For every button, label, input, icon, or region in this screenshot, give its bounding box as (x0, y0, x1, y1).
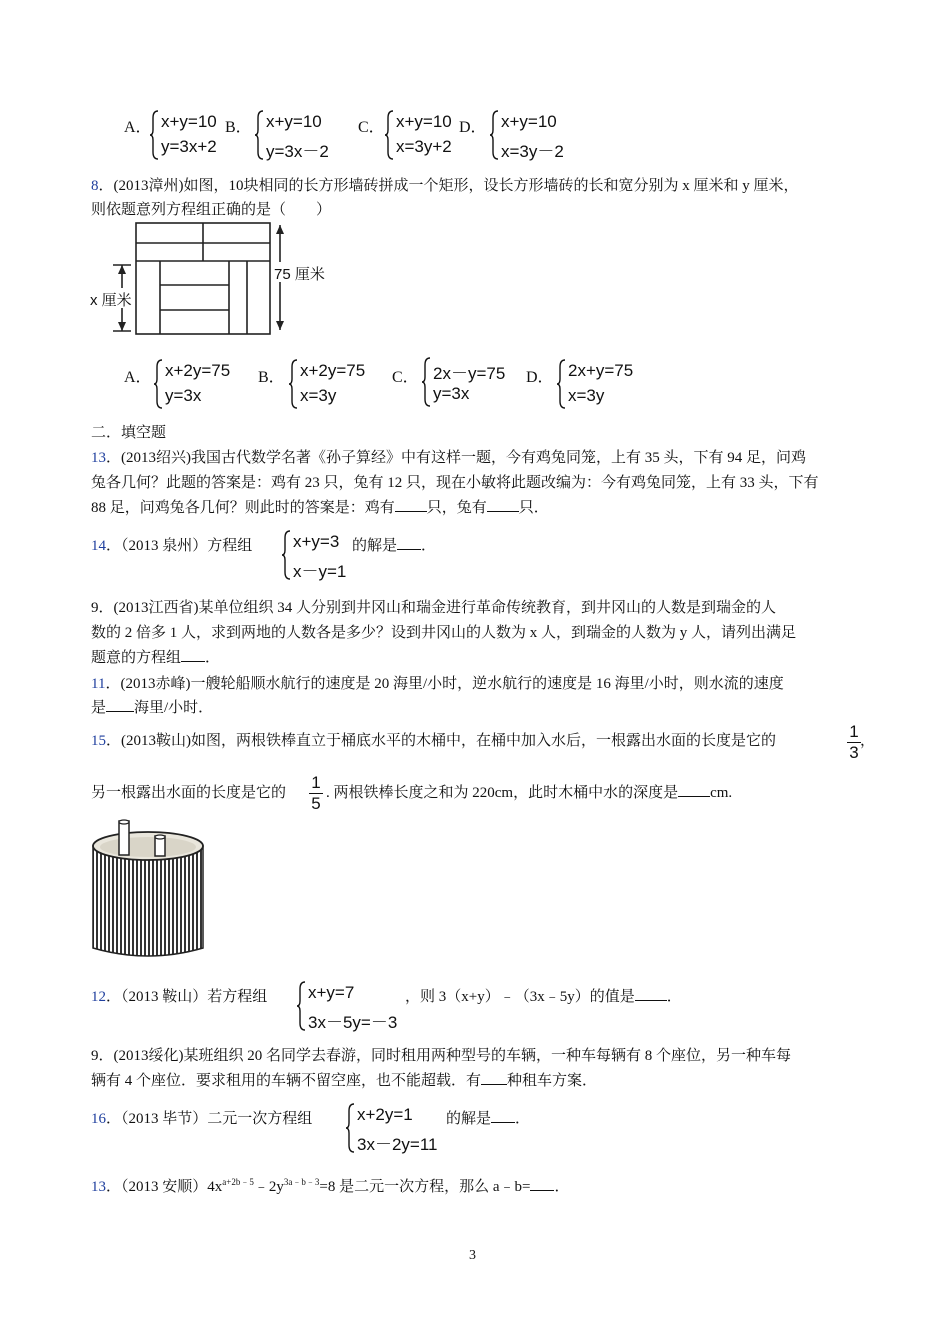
equation-1: x+y=10 (161, 112, 217, 131)
q13a-line-1 (91, 446, 806, 470)
q13b-text-end: ． (554, 1179, 570, 1195)
q14-text-post: 的解是 (352, 538, 398, 554)
brace-icon (421, 357, 431, 407)
q13b-text-pre: ．（2013 安顺）4x (106, 1179, 223, 1195)
q16-line (91, 1107, 312, 1131)
question-number: 13 (91, 450, 106, 466)
q15-text-1: ．(2013鞍山)如图，两根铁棒直立于桶底水平的木桶中，在桶中加入水后，一根露出水面的长度是它的 (106, 733, 776, 749)
q15-line-2b (326, 781, 732, 805)
q14-line-post (352, 534, 436, 558)
q9b-text-2a: 辆有 4 个座位．要求租用的车辆不留空座，也不能超载．有 (91, 1073, 482, 1089)
answer-blank[interactable] (106, 697, 134, 712)
q9a-line-3 (91, 646, 220, 670)
q11-text-2b: 海里/小时． (134, 700, 214, 716)
exponent-1: a+2b﹣5 (222, 1177, 254, 1187)
question-number: 9 (91, 600, 99, 616)
q12-text-end: ． (666, 989, 682, 1005)
q15-line-2a: 另一根露出水面的长度是它的 (91, 785, 287, 801)
equation-2: x=3y+2 (396, 137, 452, 156)
q7-option-b-label: B． (225, 119, 252, 136)
fraction-one-third (847, 723, 861, 762)
wooden-bucket-figure (88, 818, 210, 960)
q9a-text-3b: ． (205, 650, 221, 666)
q9a-line-1 (91, 596, 776, 620)
brace-icon (288, 359, 298, 409)
q14-text-end: ． (421, 538, 437, 554)
q13b-line (91, 1170, 569, 1199)
fraction-numerator: 1 (311, 773, 321, 792)
fraction-one-fifth (309, 774, 323, 813)
q8-line-2: 则依题意列方程组正确的是（ ） (91, 202, 332, 218)
q13a-text-3a: 88 足，问鸡兔各几何？则此时的答案是：鸡有 (91, 500, 395, 516)
q12-line-post (405, 985, 682, 1009)
q8-option-d-label: D． (526, 369, 554, 386)
figure-width-label: x 厘米 (90, 292, 132, 309)
brace-icon (345, 1103, 355, 1153)
q9b-line-1 (91, 1044, 791, 1068)
q9a-line-2: 数的 2 倍多 1 人，求到两地的人数各是多少？设到井冈山的人数为 x 人，到瑞金的人数为 y 人，请列出满足 (91, 625, 797, 641)
equation-1: 2x－y=75 (433, 364, 506, 383)
equation-1: x+2y=75 (300, 361, 366, 380)
q7-option-a-label: A． (124, 119, 152, 136)
q16-text-end: ． (515, 1111, 531, 1127)
equation-1: x+2y=75 (165, 361, 231, 380)
brace-icon (296, 981, 306, 1031)
brace-icon (489, 110, 499, 160)
brace-icon (556, 359, 566, 409)
answer-blank[interactable] (635, 986, 667, 1001)
question-number: 13 (91, 1179, 106, 1195)
q16-text-pre: ．（2013 毕节）二元一次方程组 (106, 1111, 313, 1127)
q9b-text-1: ．(2013绥化)某班组织 20 名同学去春游，同时租用两种型号的车辆，一种车每辆有 8 个座位，另一种车每 (98, 1048, 791, 1064)
q13a-text-3c: 只． (518, 500, 549, 516)
answer-blank[interactable] (491, 1108, 515, 1123)
q15-line-1 (91, 729, 776, 753)
question-number: 12 (91, 989, 106, 1005)
brace-icon (384, 110, 394, 160)
q11-line-1 (91, 672, 784, 696)
question-number: 11 (91, 676, 106, 692)
q9b-text-2b: 种租车方案． (507, 1073, 598, 1089)
equation-2: y=3x (165, 386, 202, 405)
q9a-text-1: ．(2013江西省)某单位组织 34 人分别到井冈山和瑞金进行革命传统教育，到井冈山的人数是到瑞金的人 (98, 600, 776, 616)
brace-icon (254, 110, 264, 160)
answer-blank[interactable] (397, 535, 421, 550)
q13b-text-mid: ﹣2y (253, 1179, 284, 1195)
q8-option-c-label: C． (392, 369, 419, 386)
equation-1: 2x+y=75 (568, 361, 634, 380)
answer-blank[interactable] (395, 497, 427, 512)
question-number: 9 (91, 1048, 99, 1064)
equation-2: y=3x－2 (266, 142, 329, 161)
equation-2: x－y=1 (293, 562, 347, 581)
question-number: 14 (91, 538, 106, 554)
equation-1: x+y=10 (266, 112, 322, 131)
question-number: 15 (91, 733, 106, 749)
q8-option-b-label: B． (258, 369, 285, 386)
equation-1: x+2y=1 (357, 1105, 413, 1124)
section-heading: 二．填空题 (91, 425, 167, 441)
q13a-line-3 (91, 496, 549, 520)
q12-line (91, 985, 267, 1009)
q15-text-2c: cm. (710, 785, 733, 801)
equation-2: 3x－2y=11 (357, 1135, 438, 1154)
q9a-text-3a: 题意的方程组 (91, 650, 182, 666)
equation-1: x+y=3 (293, 532, 340, 551)
equation-1: x+y=10 (396, 112, 452, 131)
q15-comma: ， (860, 733, 876, 749)
figure-height-label: 75 厘米 (274, 266, 325, 283)
q13a-line-2: 兔各几何？此题的答案是：鸡有 23 只，兔有 12 只，现在小敏将此题改编为：今有鸡兔同笼，上有 33 头，下有 (91, 475, 819, 491)
q11-text-2a: 是 (91, 700, 107, 716)
equation-2: 3x－5y=－3 (308, 1013, 398, 1032)
brace-icon (281, 530, 291, 580)
q13a-text-3b: 只，兔有 (426, 500, 487, 516)
q16-line-post (446, 1107, 530, 1131)
fraction-denominator: 3 (849, 743, 859, 762)
q8-line-1 (91, 174, 799, 198)
q15-text-2b: . 两根铁棒长度之和为 220cm，此时木桶中水的深度是 (326, 785, 679, 801)
q9b-line-2 (91, 1069, 597, 1093)
answer-blank[interactable] (530, 1176, 554, 1191)
q16-text-post: 的解是 (446, 1111, 492, 1127)
equation-2: x=3y (568, 386, 605, 405)
page-number: 3 (469, 1248, 476, 1263)
q7-option-c-label: C． (358, 119, 385, 136)
equation-1: x+y=7 (308, 983, 355, 1002)
q13a-text-1: ．(2013绍兴)我国古代数学名著《孙子算经》中有这样一题，今有鸡兔同笼，上有 35 头，下有 94 足，问鸡 (106, 450, 806, 466)
fraction-denominator: 5 (311, 794, 321, 813)
answer-blank[interactable] (181, 647, 205, 662)
q13b-text-post: =8 是二元一次方程，那么 a﹣b= (319, 1179, 531, 1195)
equation-2: y=3x+2 (161, 137, 217, 156)
question-number: 8 (91, 178, 99, 194)
q8-option-a-label: A． (124, 369, 152, 386)
equation-2: x=3y (300, 386, 337, 405)
q8-text-1: ．(2013漳州)如图，10块相同的长方形墙砖拼成一个矩形，设长方形墙砖的长和宽分别为 x 厘米和 y 厘米， (98, 178, 799, 194)
q12-text-pre: ．（2013 鞍山）若方程组 (106, 989, 268, 1005)
q11-text-1: ．(2013赤峰)一艘轮船顺水航行的速度是 20 海里/小时，逆水航行的速度是 16 海里/小时，则水流的速度 (105, 676, 784, 692)
brace-icon (153, 359, 163, 409)
answer-blank[interactable] (481, 1070, 507, 1085)
answer-blank[interactable] (487, 497, 519, 512)
equation-2: y=3x (433, 384, 470, 403)
q12-text-post: ，则 3（x+y）﹣（3x﹣5y）的值是 (405, 989, 635, 1005)
equation-1: x+y=10 (501, 112, 557, 131)
fraction-numerator: 1 (849, 722, 859, 741)
exponent-2: 3a﹣b﹣3 (283, 1177, 320, 1187)
answer-blank[interactable] (678, 782, 710, 797)
question-number: 16 (91, 1111, 106, 1127)
q14-line (91, 534, 252, 558)
equation-2: x=3y－2 (501, 142, 564, 161)
q7-option-d-label: D． (459, 119, 487, 136)
brace-icon (149, 110, 159, 160)
q11-line-2 (91, 696, 213, 720)
q14-text-pre: ．（2013 泉州）方程组 (106, 538, 253, 554)
